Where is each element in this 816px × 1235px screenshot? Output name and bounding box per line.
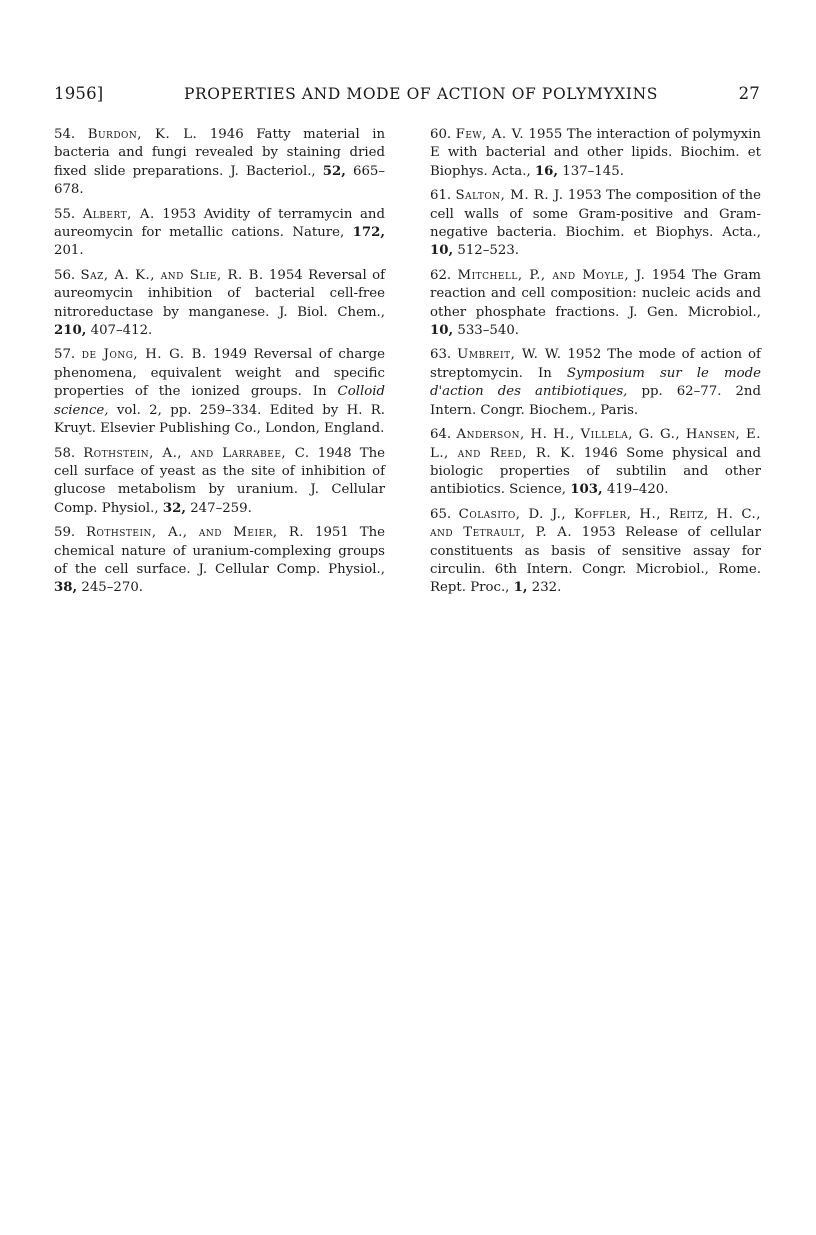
reference-year: 1946 [209,127,244,142]
reference-volume: 10, [430,323,454,339]
reference-year: 1951 [315,525,349,541]
reference-authors: Colasito, D. J., Koffler, H., Reitz, H. C., and Tetrault, P. A. [430,506,761,541]
reference-number: 55. [54,206,76,222]
reference-entry [54,445,385,519]
reference-text: Some physical and biologic properties of subtilin and other antibiotics. Science, [430,445,762,498]
reference-year: 1953 [567,188,602,204]
reference-column-left [54,126,385,604]
reference-authors: Salton, M. R. J. [455,188,564,204]
reference-column-right [430,126,761,604]
reference-pages: 665–678. [54,163,386,198]
reference-number: 61. [430,188,452,204]
reference-number: 60. [430,127,452,142]
reference-volume: 172, [352,225,385,241]
reference-text: Reversal of aureomycin inhibition of bacterial cell-free nitroreductase by manganese. J. Biol. Chem., [54,267,385,320]
header-year: 1956] [54,84,104,103]
reference-text: The chemical nature of uranium-complexing groups of the cell surface. J. Cellular Comp. Physiol., [54,525,386,577]
reference-entry [430,506,761,598]
reference-number: 57. [54,347,76,363]
reference-number: 64. [430,427,452,443]
reference-volume: 16, [534,163,559,179]
reference-year: 1954 [268,267,303,283]
reference-entry [430,187,761,261]
reference-italic-title: Colloid science, [54,384,386,418]
reference-text: The composition of the cell walls of some Gram-positive and Gram-negative bacteria. Biochim. et Biophys. Acta., [430,188,761,241]
reference-entry [54,524,385,598]
reference-text: Reversal of charge phenomena, equivalent weight and specific properties of the ionized groups. In [54,347,386,400]
reference-entry [430,126,761,181]
reference-authors: Saz, A. K., and Slie, R. B. [80,267,264,283]
reference-volume: 103, [570,482,603,498]
reference-authors: Rothstein, A., and Meier, R. [86,525,305,541]
reference-authors: Mitchell, P., and Moyle, J. [457,267,646,283]
header-title: PROPERTIES AND MODE OF ACTION OF POLYMYXINS [184,85,659,103]
reference-text: Fatty material in bacteria and fungi revealed by staining dried fixed slide preparations. J. Bacteriol., [54,127,386,179]
reference-entry [430,267,761,341]
reference-pages: 419–420. [606,482,669,498]
reference-authors: de Jong, H. G. B. [81,347,207,363]
reference-number: 58. [54,445,76,461]
reference-entry [430,426,761,500]
reference-number: 62. [430,267,452,283]
reference-volume: 210, [54,323,87,339]
reference-year: 1953 [581,525,616,541]
reference-authors: Few, A. V. [455,127,525,142]
reference-volume: 52, [322,163,346,179]
reference-volume: 1, [513,580,528,596]
reference-year: 1948 [317,445,352,461]
reference-rest: pp. 62–77. 2nd Intern. Congr. Biochem., Paris. [430,384,761,418]
reference-volume: 10, [430,243,454,259]
reference-volume: 38, [54,580,78,596]
reference-volume: 32, [162,500,186,516]
header-page-number: 27 [738,84,760,103]
reference-authors: Rothstein, A., and Larrabee, C. [83,445,310,461]
reference-entry [430,346,761,420]
reference-number: 59. [54,525,76,541]
reference-year: 1952 [567,347,602,363]
reference-text: The cell surface of yeast as the site of inhibition of glucose metabolism by uranium. J. Cellular Comp. Physiol., [54,445,386,516]
reference-authors: Burdon, K. L. [87,127,198,142]
reference-entry [54,267,385,341]
reference-authors: Umbreit, W. W. [457,347,562,363]
reference-year: 1946 [583,445,618,461]
reference-text: The Gram reaction and cell composition: nucleic acids and other phosphate fractions. J. Gen. Microbiol., [430,267,761,320]
reference-text: Release of cellular constituents as basis of sensitive assay for circulin. 6th Intern. Congr. Microbiol., Rome. Rept. Proc., [430,525,761,596]
reference-italic-title: Symposium sur le mode d'action des antibiotiques, [430,365,761,400]
reference-pages: 137–145. [562,163,624,179]
reference-pages: 247–259. [190,500,252,516]
reference-number: 54. [54,127,76,142]
reference-number: 65. [430,506,452,522]
reference-entry [54,126,385,200]
reference-authors: Albert, A. [82,206,155,222]
reference-text: Avidity of terramycin and aureomycin for metallic cations. Nature, [54,206,385,241]
reference-text: The interaction of polymyxin E with bacterial and other lipids. Biochim. et Biophys. Acta., [430,127,761,179]
reference-authors: Anderson, H. H., Villela, G. G., Hansen, E. L., and Reed, R. K. [430,427,761,461]
reference-pages: 407–412. [90,323,153,339]
reference-number: 56. [54,267,76,283]
reference-pages: 533–540. [457,323,520,339]
reference-pages: 201. [54,243,84,259]
reference-pages: 232. [531,580,562,596]
reference-year: 1949 [213,347,248,363]
reference-entry [54,346,385,438]
reference-number: 63. [430,347,452,363]
running-header [54,84,760,103]
reference-text: The mode of action of streptomycin. In [430,347,761,381]
reference-entry [54,206,385,261]
reference-pages: 245–270. [81,580,144,596]
reference-year: 1955 [528,127,563,142]
reference-year: 1954 [651,267,686,283]
reference-pages: 512–523. [457,243,520,259]
reference-year: 1953 [162,206,197,222]
reference-rest: vol. 2, pp. 259–334. Edited by H. R. Kruyt. Elsevier Publishing Co., London, England. [54,402,386,437]
